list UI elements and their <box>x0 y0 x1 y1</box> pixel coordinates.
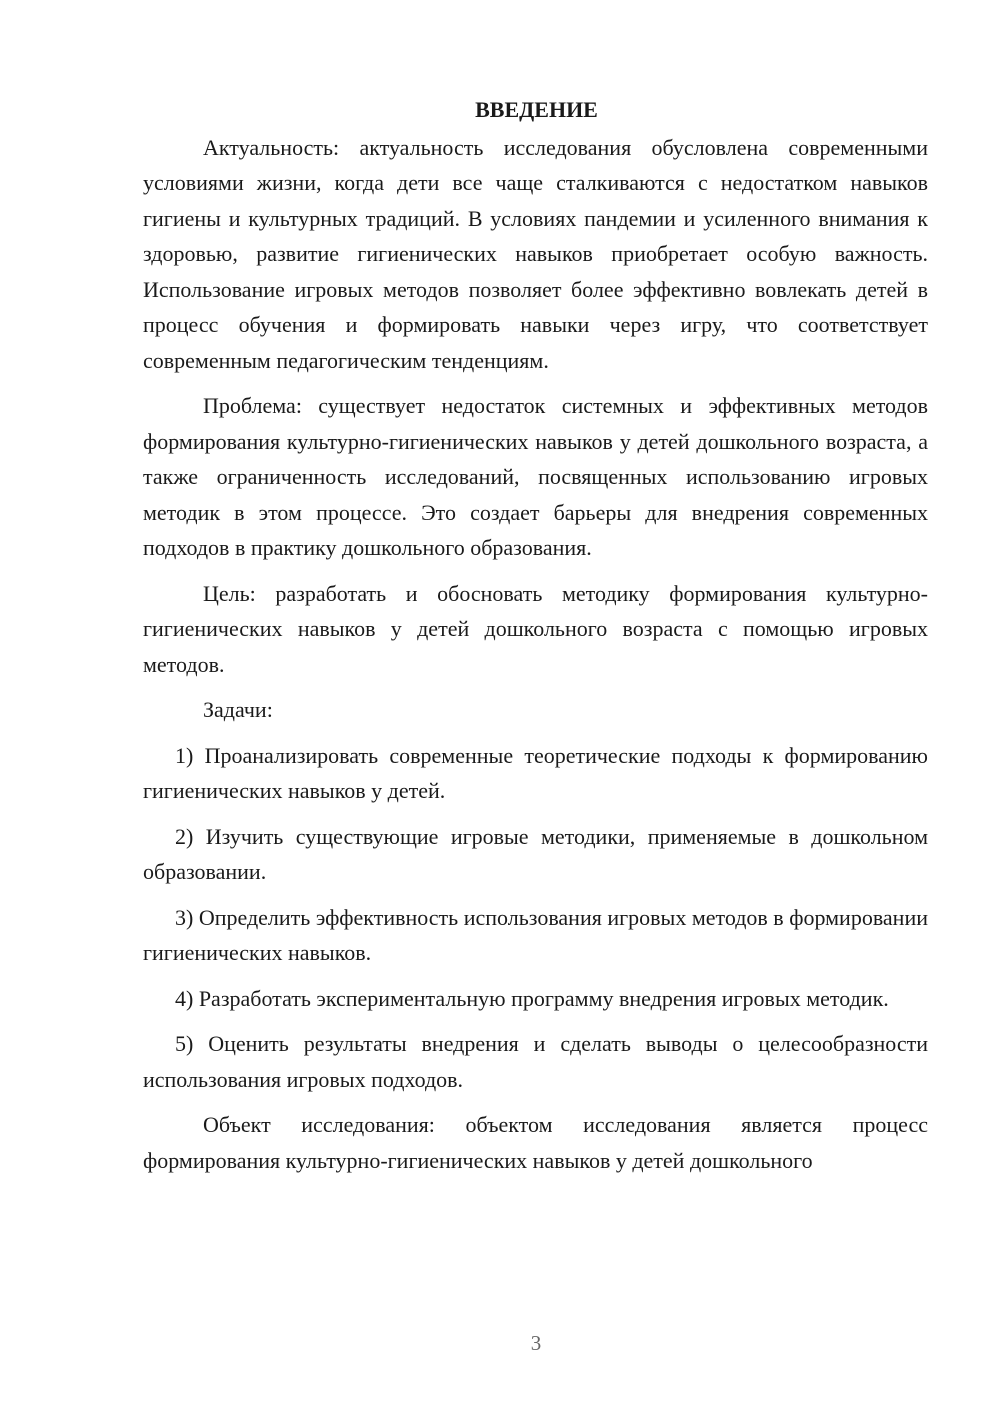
page-number: 3 <box>530 1331 542 1355</box>
task-item-2: 2) Изучить существующие игровые методики, применяемые в дошкольном образовании. <box>143 823 928 884</box>
object-paragraph: Объект исследования: объектом исследования является процесс формирования культурно-гигиенических навыков у детей дошкольного <box>143 1112 928 1173</box>
task-item-1: 1) Проанализировать современные теоретические подходы к формированию гигиенических навыков у детей. <box>143 742 928 803</box>
problem-paragraph: Проблема: существует недостаток системных и эффективных методов формирования культурно-гигиенических навыков у детей дошкольного возраста, а также ограниченность исследований, посвященных использованию игровых методик в этом процессе. Это создает барьеры для внедрения современных подходов в практику дошкольного образования. <box>143 393 928 560</box>
relevance-paragraph: Актуальность: актуальность исследования обусловлена современными условиями жизни, когда дети все чаще сталкиваются с недостатком навыков гигиены и культурных традиций. В условиях пандемии и усиленного внимания к здоровью, развитие гигиенических навыков приобретает особую важность. Использование игровых методов позволяет более эффективно вовлекать детей в процесс обучения и формировать навыки через игру, что соответствует современным педагогическим тенденциям. <box>143 134 928 373</box>
page-title: ВВЕДЕНИЕ <box>475 97 598 122</box>
page-content <box>143 92 928 1188</box>
task-item-3: 3) Определить эффективность использования игровых методов в формировании гигиенических навыков. <box>143 904 928 965</box>
goal-paragraph: Цель: разработать и обосновать методику формирования культурно-гигиенических навыков у детей дошкольного возраста с помощью игровых методов. <box>143 580 928 677</box>
task-item-5: 5) Оценить результаты внедрения и сделать выводы о целесообразности использования игровых подходов. <box>143 1031 928 1092</box>
task-item-4: 4) Разработать экспериментальную программу внедрения игровых методик. <box>175 985 889 1011</box>
tasks-label: Задачи: <box>203 697 273 722</box>
